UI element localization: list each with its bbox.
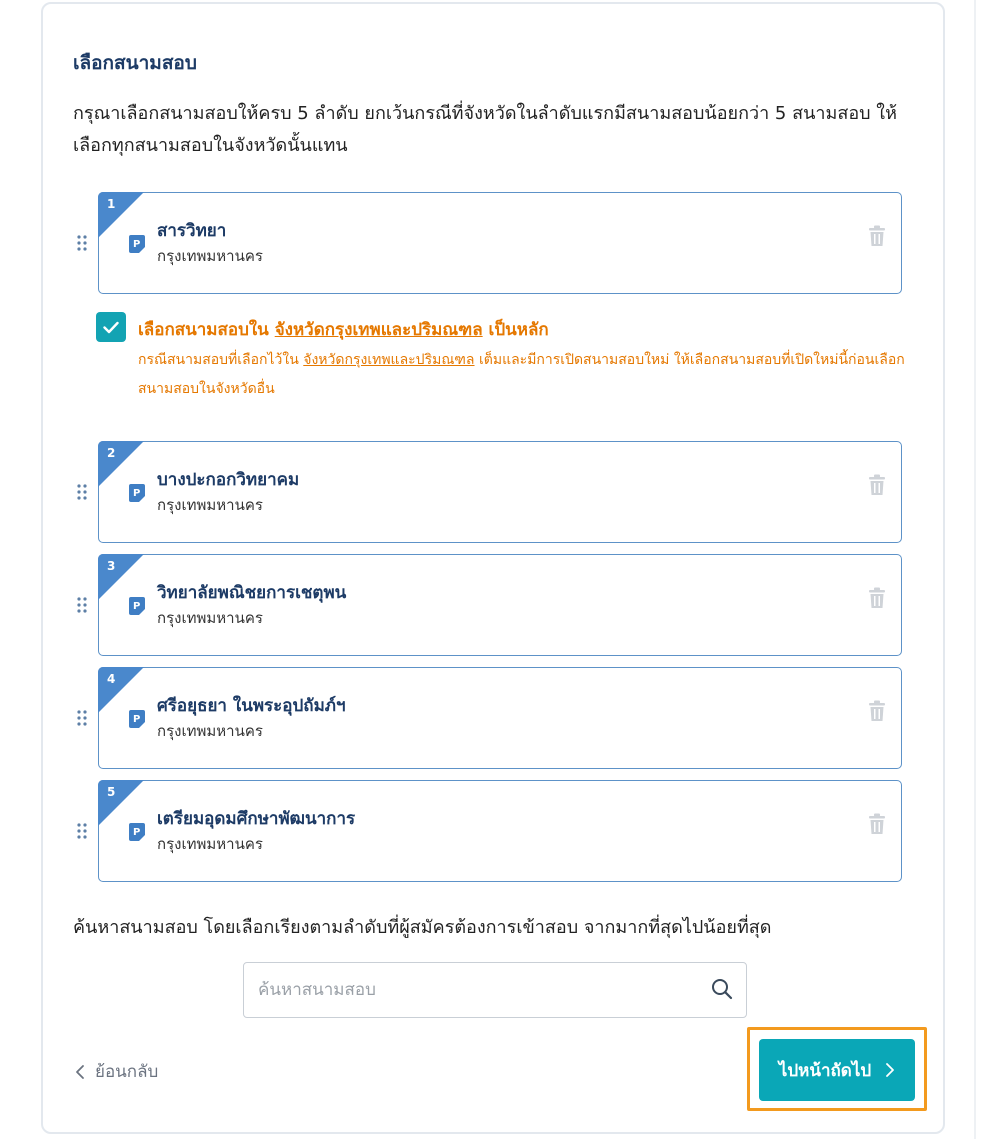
next-page-button[interactable] <box>759 1039 915 1101</box>
selected-school-item[interactable] <box>98 192 902 294</box>
school-name: วิทยาลัยพณิชยการเชตุพน <box>157 583 347 603</box>
selected-school-item[interactable] <box>98 667 902 769</box>
page-right-divider <box>974 0 976 1139</box>
check-icon <box>103 321 119 334</box>
rank-number: 1 <box>107 197 116 211</box>
region-priority-prefix: เลือกสนามสอบใน <box>138 320 275 340</box>
school-pin-icon <box>129 235 145 253</box>
school-province: กรุงเทพมหานคร <box>157 496 263 514</box>
school-province: กรุงเทพมหานคร <box>157 722 263 740</box>
selected-school-item[interactable] <box>98 780 902 882</box>
back-label: ย้อนกลับ <box>95 1062 159 1082</box>
school-pin-icon <box>129 823 145 841</box>
trash-icon[interactable] <box>867 587 887 609</box>
school-province: กรุงเทพมหานคร <box>157 609 263 627</box>
next-label: ไปหน้าถัดไป <box>778 1060 872 1081</box>
school-pin-icon <box>129 710 145 728</box>
school-name: สารวิทยา <box>157 221 227 241</box>
rank-number: 3 <box>107 559 116 573</box>
school-name: บางปะกอกวิทยาคม <box>157 470 300 490</box>
rank-corner-badge <box>98 554 144 600</box>
region-priority-suffix: เป็นหลัก <box>482 320 549 340</box>
venue-search-input[interactable] <box>244 963 694 1016</box>
school-province: กรุงเทพมหานคร <box>157 247 263 265</box>
trash-icon[interactable] <box>867 813 887 835</box>
svg-text:P: P <box>133 488 141 499</box>
school-province: กรุงเทพมหานคร <box>157 835 263 853</box>
drag-handle-icon[interactable] <box>77 235 87 251</box>
trash-icon[interactable] <box>867 225 887 247</box>
school-name: ศรีอยุธยา ในพระอุปถัมภ์ฯ <box>157 696 346 716</box>
chevron-right-icon <box>885 1062 895 1078</box>
exam-venue-card <box>41 2 945 1134</box>
drag-handle-icon[interactable] <box>77 823 87 839</box>
rank-corner-badge <box>98 780 144 826</box>
svg-text:P: P <box>133 714 141 725</box>
svg-text:P: P <box>133 601 141 612</box>
svg-text:P: P <box>133 239 141 250</box>
rank-corner-badge <box>98 441 144 487</box>
section-description: กรุณาเลือกสนามสอบให้ครบ 5 ลำดับ ยกเว้นกรณีที่จังหวัดในลำดับแรกมีสนามสอบน้อยกว่า 5 สนามสอบ ให้เลือกทุกสนามสอบในจังหวัดนั้นแทน <box>73 103 897 156</box>
region-priority-label <box>138 316 549 343</box>
rank-corner-badge <box>98 667 144 713</box>
school-name: เตรียมอุดมศึกษาพัฒนาการ <box>157 809 356 829</box>
trash-icon[interactable] <box>867 474 887 496</box>
venue-search-box <box>243 962 747 1018</box>
selected-school-item[interactable] <box>98 441 902 543</box>
region-priority-note <box>138 346 918 404</box>
region-note-prefix: กรณีสนามสอบที่เลือกไว้ใน <box>138 352 304 368</box>
search-hint: ค้นหาสนามสอบ โดยเลือกเรียงตามลำดับที่ผู้สมัครต้องการเข้าสอบ จากมากที่สุดไปน้อยที่สุด <box>73 917 772 938</box>
back-button[interactable] <box>75 1058 158 1085</box>
section-title: เลือกสนามสอบ <box>73 52 197 74</box>
rank-corner-badge <box>98 192 144 238</box>
drag-handle-icon[interactable] <box>77 484 87 500</box>
region-priority-link[interactable]: จังหวัดกรุงเทพและปริมณฑล <box>274 320 483 340</box>
chevron-left-icon <box>75 1064 85 1080</box>
rank-number: 2 <box>107 446 116 460</box>
region-note-suffix: เต็มและมีการเปิดสนามสอบใหม่ ให้เลือกสนามสอบที่เปิดใหม่นี้ก่อนเลือกสนามสอบในจังหวัดอื่น <box>138 352 905 397</box>
svg-text:P: P <box>133 827 141 838</box>
drag-handle-icon[interactable] <box>77 710 87 726</box>
school-pin-icon <box>129 484 145 502</box>
region-priority-checkbox[interactable] <box>96 312 126 342</box>
rank-number: 5 <box>107 785 116 799</box>
drag-handle-icon[interactable] <box>77 597 87 613</box>
rank-number: 4 <box>107 672 116 686</box>
region-note-link[interactable]: จังหวัดกรุงเทพและปริมณฑล <box>303 352 475 368</box>
selected-school-item[interactable] <box>98 554 902 656</box>
school-pin-icon <box>129 597 145 615</box>
trash-icon[interactable] <box>867 700 887 722</box>
search-icon[interactable] <box>710 977 734 1001</box>
